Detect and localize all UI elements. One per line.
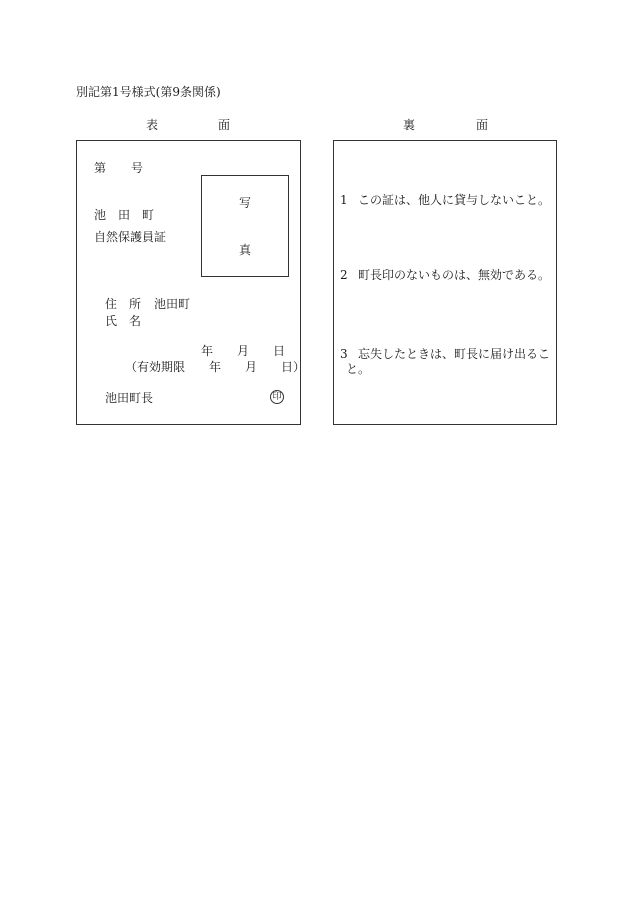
address-value: 池田町	[154, 297, 191, 311]
front-card	[76, 140, 306, 425]
number-dai: 第	[94, 161, 107, 175]
number-go: 号	[131, 161, 144, 175]
back-card	[333, 140, 557, 425]
front-heading-1: 表	[146, 118, 159, 132]
address-label: 住 所	[105, 297, 142, 311]
photo-label-2: 真	[239, 243, 252, 257]
note-3-line-2: と。	[346, 362, 371, 376]
signer: 池田町長	[105, 391, 154, 405]
validity-period: （有効期限 年 月 日）	[125, 360, 306, 374]
note-3-line-1: 忘失したときは、町長に届け出るこ	[358, 347, 551, 361]
issuer-town: 池 田 町	[94, 208, 155, 222]
note-1-number: 1	[340, 193, 348, 207]
name-label: 氏 名	[105, 314, 142, 328]
note-1: この証は、他人に貸与しないこと。	[358, 193, 551, 207]
issue-date: 年 月 日	[201, 344, 286, 358]
photo-box	[201, 175, 289, 277]
note-2-number: 2	[340, 268, 348, 282]
form-title: 別記第1号様式(第9条関係)	[76, 85, 221, 99]
note-2: 町長印のないものは、無効である。	[358, 268, 551, 282]
seal-icon: 印	[270, 390, 284, 404]
front-heading-2: 面	[218, 118, 231, 132]
cert-title: 自然保護員証	[94, 230, 167, 244]
note-3-number: 3	[340, 347, 348, 361]
back-heading-1: 裏	[403, 118, 416, 132]
back-heading-2: 面	[476, 118, 489, 132]
photo-label-1: 写	[239, 196, 252, 210]
